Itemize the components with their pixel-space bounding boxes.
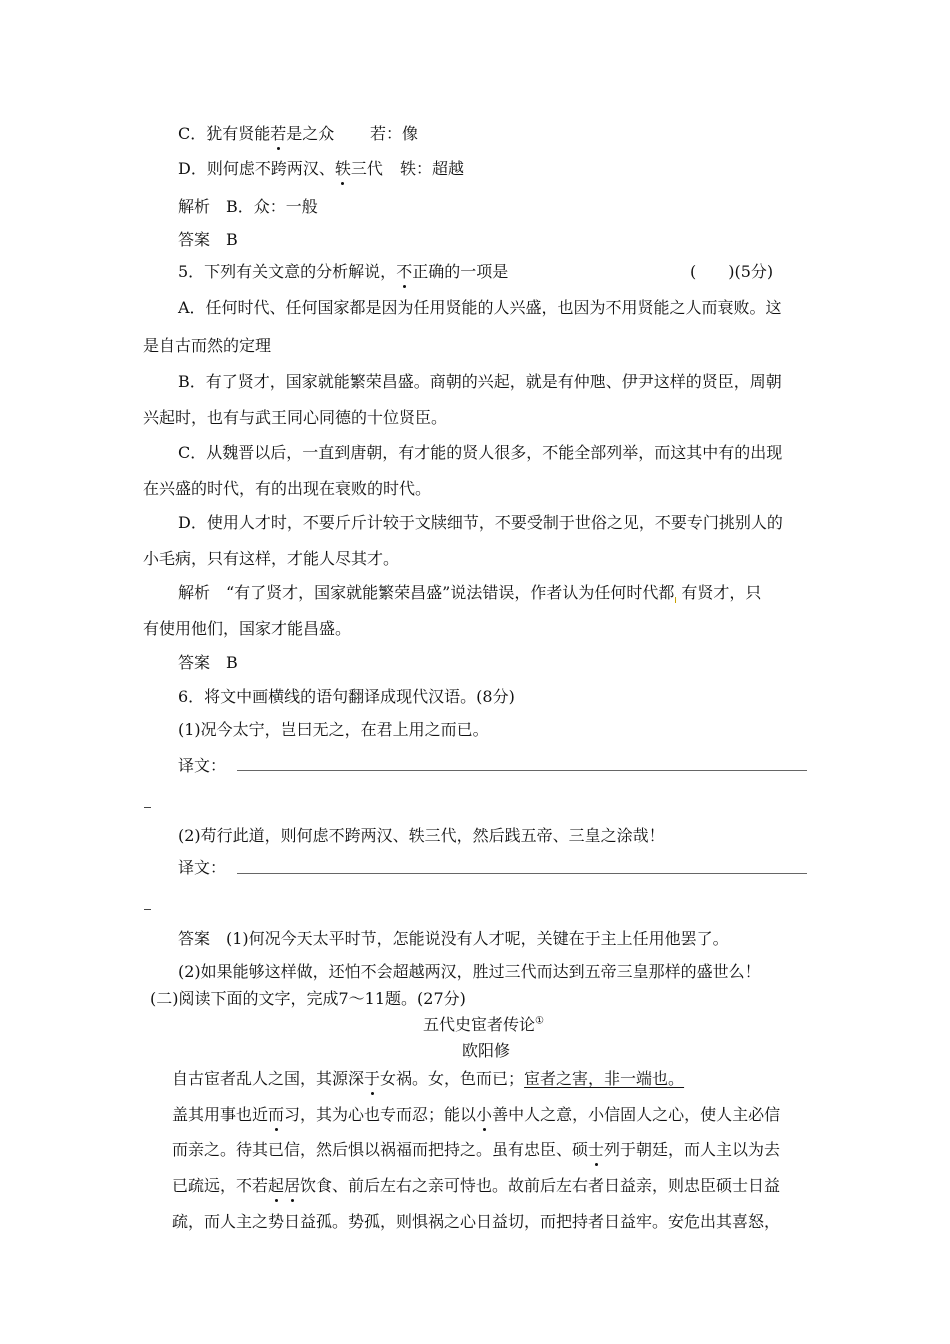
q4-option-d-gloss: 轶：超越 (400, 159, 465, 178)
passage-line-2: 盖其用事也近而习，其为心也专而忍；能以小善中人之意，小信固人之心，使人主必信 (172, 1105, 781, 1124)
q6-answer-2: (2)如果能够这样做，还怕不会超越两汉，胜过三代而达到五帝三皇那样的盛世么！ (178, 962, 761, 981)
q5-option-c-line1: C．从魏晋以后，一直到唐朝，有才能的贤人很多，不能全部列举，而这其中有的出现 (178, 443, 783, 462)
q5-option-b-line2: 兴起时，也有与武王同心同德的十位贤臣。 (143, 408, 448, 427)
passage-line-3: 而亲之。待其已信，然后惧以祸福而把持之。虽有忠臣、硕士列于朝廷，而人主以为去 (172, 1140, 781, 1159)
q5-option-c-line2: 在兴盛的时代，有的出现在衰败的时代。 (143, 479, 432, 498)
q5-stem: 5．下列有关文意的分析解说，不正确的一项是 (178, 262, 509, 281)
q4-option-c-gloss: 若：像 (370, 124, 419, 143)
passage-line-4: 已疏远，不若起居饮食、前后左右之亲可恃也。故前后左右者日益亲，则忠臣硕士日益 (172, 1176, 781, 1195)
footnote-marker: ① (535, 1015, 544, 1027)
passage-title: 五代史宦者传论① (423, 1015, 544, 1034)
passage-author: 欧阳修 (462, 1041, 511, 1060)
underlined-sentence: 宦者之害，非一端也。 (524, 1069, 685, 1088)
q4-option-d: D．则何虑不跨两汉、轶三代 (178, 159, 383, 178)
q5-option-d-line2: 小毛病，只有这样，才能人尽其才。 (143, 549, 400, 568)
passage-line-1: 自古宦者乱人之国，其源深于女祸。女，色而已；宦者之害，非一端也。 (172, 1069, 685, 1088)
edit-mark-icon (675, 597, 680, 603)
q6-sentence-1: (1)况今太宁，岂曰无之，在君上用之而已。 (178, 720, 489, 739)
q6-answer-blank-1[interactable] (237, 770, 807, 771)
q6-dash-1 (144, 807, 151, 808)
q6-stem: 6．将文中画横线的语句翻译成现代汉语。(8分) (178, 687, 515, 706)
q6-translation-label-2: 译文： (178, 858, 227, 877)
q5-option-a-line1: A．任何时代、任何国家都是因为任用贤能的人兴盛，也因为不用贤能之人而衰败。这 (178, 298, 782, 317)
q5-analysis-line1: 解析 “有了贤才，国家就能繁荣昌盛”说法错误，作者认为任何时代都 有贤才，只 (178, 583, 762, 602)
section-heading: (二)阅读下面的文字，完成7～11题。(27分) (150, 989, 466, 1008)
q5-score: ( )(5分) (690, 262, 774, 281)
q5-analysis-line2: 有使用他们，国家才能昌盛。 (143, 619, 352, 638)
q6-dash-2 (144, 909, 151, 910)
q5-answer: 答案 B (178, 653, 238, 672)
q4-analysis: 解析 B．众：一般 (178, 197, 318, 216)
q5-option-d-line1: D．使用人才时，不要斤斤计较于文牍细节，不要受制于世俗之见，不要专门挑别人的 (178, 513, 783, 532)
q6-translation-label-1: 译文： (178, 756, 227, 775)
q6-sentence-2: (2)苟行此道，则何虑不跨两汉、轶三代，然后践五帝、三皇之涂哉！ (178, 826, 665, 845)
passage-line-5: 疏，而人主之势日益孤。势孤，则惧祸之心日益切，而把持者日益牢。安危出其喜怒， (172, 1212, 781, 1231)
q6-answer-blank-2[interactable] (237, 873, 807, 874)
q4-option-c: C．犹有贤能若是之众 (178, 124, 335, 143)
q6-answer-1: 答案 (1)何况今天太平时节，怎能说没有人才呢，关键在于主上任用他罢了。 (178, 929, 729, 948)
q5-option-a-line2: 是自古而然的定理 (143, 336, 272, 355)
q5-option-b-line1: B．有了贤才，国家就能繁荣昌盛。商朝的兴起，就是有仲虺、伊尹这样的贤臣，周朝 (178, 372, 782, 391)
q4-answer: 答案 B (178, 230, 238, 249)
